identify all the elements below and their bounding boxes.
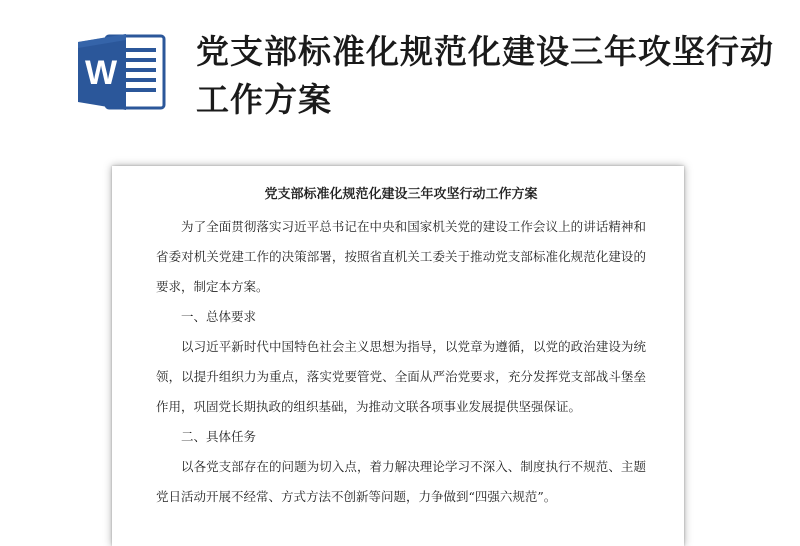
- document-preview: [112, 166, 684, 546]
- document-section-heading: 一、总体要求: [181, 309, 257, 324]
- document-section-heading: 二、具体任务: [181, 429, 257, 444]
- header: [0, 0, 800, 160]
- word-icon: [76, 32, 166, 112]
- document-paragraph: 以习近平新时代中国特色社会主义思想为指导，以党章为遵循，以党的政治建设为统领，以提升组织力为重点，落实党要管党、全面从严治党要求，充分发挥党支部战斗堡垒作用，巩固党长期执政的组织基础，为推动文联各项事业发展提供坚强保证。: [156, 339, 646, 414]
- document-body: [156, 184, 646, 512]
- page-title: 党支部标准化规范化建设三年攻坚行动工作方案: [196, 32, 774, 119]
- word-icon-letter: W: [84, 54, 118, 92]
- document-heading: 党支部标准化规范化建设三年攻坚行动工作方案: [264, 187, 538, 202]
- document-paragraph: 以各党支部存在的问题为切入点，着力解决理论学习不深入、制度执行不规范、主题党日活动开展不经常、方式方法不创新等问题，力争做到“四强六规范”。: [156, 459, 646, 504]
- document-paragraph-intro: 为了全面贯彻落实习近平总书记在中央和国家机关党的建设工作会议上的讲话精神和省委对机关党建工作的决策部署，按照省直机关工委关于推动党支部标准化规范化建设的要求，制定本方案。: [156, 219, 646, 294]
